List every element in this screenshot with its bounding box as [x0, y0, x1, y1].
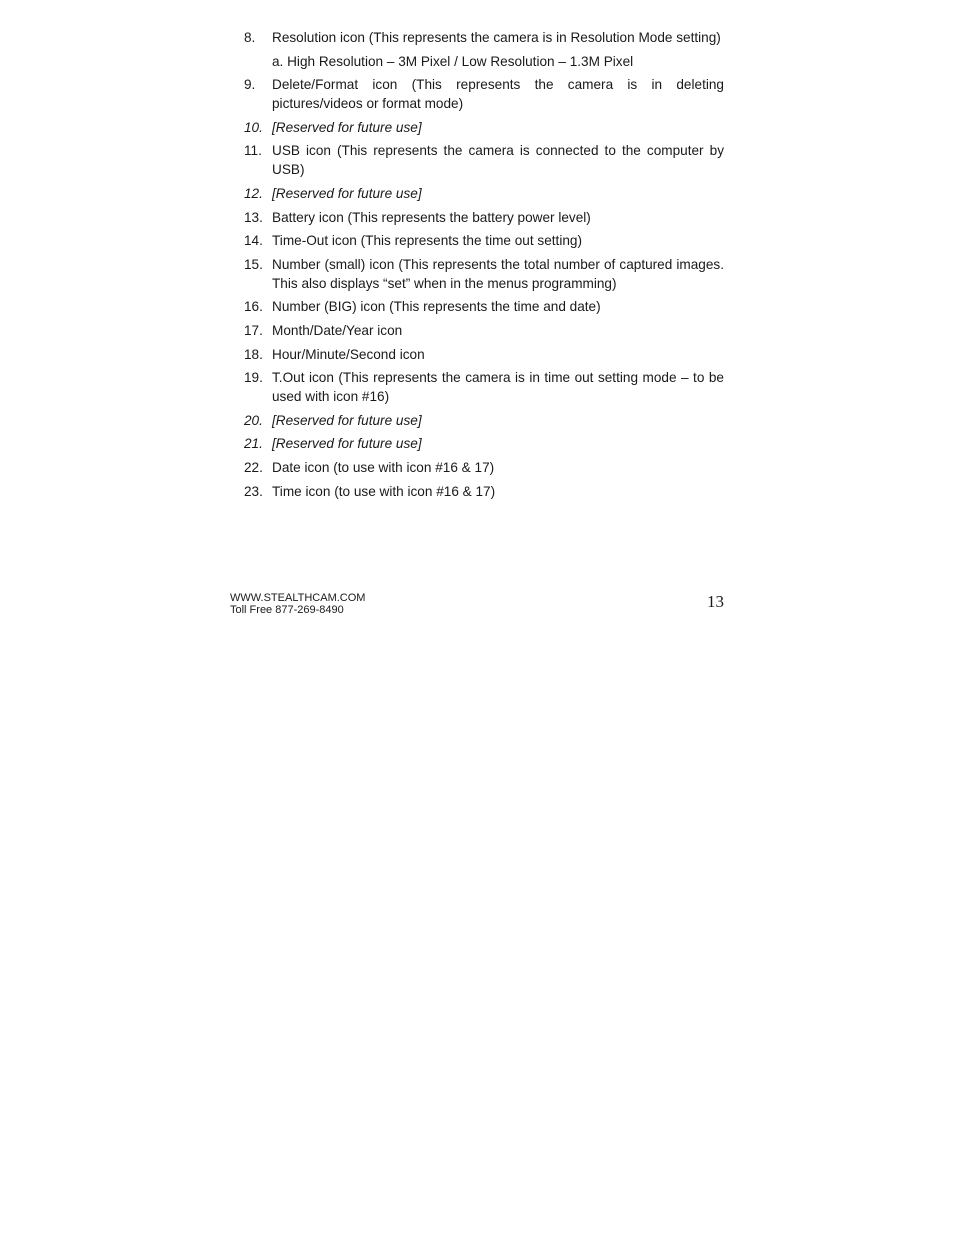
- item-number: 21.: [244, 436, 263, 452]
- item-number: 20.: [244, 412, 263, 428]
- item-number: 16.: [244, 299, 263, 315]
- item-sub-note: a. High Resolution – 3M Pixel / Low Resolution – 1.3M Pixel: [272, 53, 634, 69]
- item-number: 19.: [244, 370, 263, 386]
- item-text: Time-Out icon (This represents the time out setting): [272, 233, 583, 249]
- item-number: 17.: [244, 322, 263, 338]
- list-item: [240, 345, 724, 364]
- page-number: 13: [707, 592, 724, 611]
- item-text: T.Out icon (This represents the camera is in time out setting mode – to be used with icon #16): [272, 370, 724, 405]
- item-text: [Reserved for future use]: [272, 119, 422, 135]
- list-item-reserved: [240, 184, 724, 203]
- list-item: [240, 482, 724, 501]
- item-text: Month/Date/Year icon: [272, 322, 403, 338]
- icon-legend-list: [240, 28, 724, 505]
- item-number: 11.: [244, 143, 262, 159]
- item-text: Number (small) icon (This represents the total number of captured images. This also displays “set” when in the menus programming): [272, 256, 724, 291]
- item-text: USB icon (This represents the camera is connected to the computer by USB): [272, 143, 724, 178]
- item-number: 22.: [244, 459, 263, 475]
- footer-website: WWW.STEALTHCAM.COM: [230, 592, 366, 604]
- list-item: [240, 75, 724, 113]
- list-item-reserved: [240, 434, 724, 453]
- page-footer: [230, 592, 365, 616]
- list-item: [240, 231, 724, 250]
- item-text: [272, 28, 724, 71]
- list-item: [240, 368, 724, 406]
- footer-phone: Toll Free 877-269-8490: [230, 604, 344, 616]
- item-text: [Reserved for future use]: [272, 412, 422, 428]
- item-number: 8.: [244, 30, 256, 45]
- list-item-reserved: [240, 118, 724, 137]
- item-number: 18.: [244, 346, 263, 362]
- item-text: Hour/Minute/Second icon: [272, 346, 425, 362]
- item-number: 14.: [244, 233, 263, 249]
- item-number: 12.: [244, 185, 263, 201]
- item-text: [Reserved for future use]: [272, 436, 422, 452]
- list-item: [240, 28, 724, 71]
- list-item: [240, 141, 724, 179]
- item-number: 10.: [244, 119, 263, 135]
- list-item-reserved: [240, 411, 724, 430]
- item-number: 9.: [244, 77, 256, 93]
- item-number: 23.: [244, 483, 263, 499]
- item-text: Time icon (to use with icon #16 & 17): [272, 483, 496, 499]
- item-text: Delete/Format icon (This represents the camera is in deleting pictures/videos or format mode): [272, 77, 724, 112]
- item-text: Battery icon (This represents the battery power level): [272, 209, 591, 225]
- item-text: [Reserved for future use]: [272, 185, 422, 201]
- list-item: [240, 208, 724, 227]
- list-item: [240, 321, 724, 340]
- list-item: [240, 255, 724, 293]
- list-item: [240, 458, 724, 477]
- list-item: [240, 297, 724, 316]
- item-description: Resolution icon (This represents the camera is in Resolution Mode setting): [272, 30, 721, 45]
- item-text: Number (BIG) icon (This represents the time and date): [272, 299, 601, 315]
- item-number: 15.: [244, 256, 263, 272]
- item-number: 13.: [244, 209, 263, 225]
- item-text: Date icon (to use with icon #16 & 17): [272, 459, 495, 475]
